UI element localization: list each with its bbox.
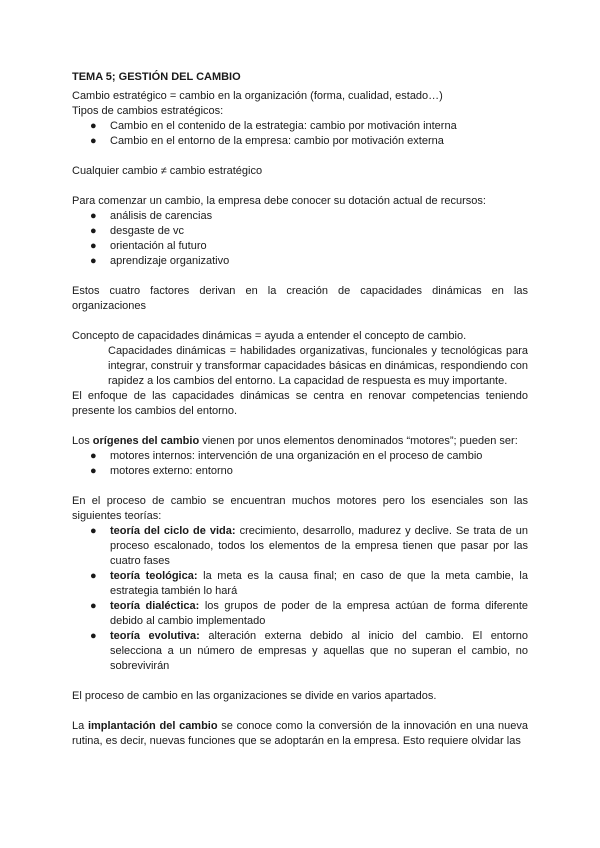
list-item (72, 449, 528, 464)
text-run: vienen por unos elementos denominados “motores”; pueden ser: (199, 435, 518, 447)
spacer (72, 179, 528, 194)
list-item (72, 524, 528, 569)
spacer (72, 479, 528, 494)
bullet-icon: ● (90, 630, 97, 642)
list-teorias (72, 524, 528, 674)
bullet-icon: ● (90, 240, 97, 252)
document-body (72, 70, 528, 749)
bullet-icon: ● (90, 450, 97, 462)
spacer (72, 314, 528, 329)
spacer (72, 674, 528, 689)
spacer (72, 269, 528, 284)
paragraph-origenes (72, 434, 528, 449)
bold-term: teoría evolutiva: (110, 630, 200, 642)
list-item-text: análisis de carencias (110, 210, 213, 222)
bullet-icon: ● (90, 135, 97, 147)
paragraph-recursos-heading: Para comenzar un cambio, la empresa debe conocer su dotación actual de recursos: (72, 195, 486, 207)
bold-term: implantación del cambio (87, 720, 218, 732)
paragraph-capacidades-definicion: Capacidades dinámicas = habilidades organizativas, funcionales y tecnológicas para integrar, construir y transformar capacidades básicas en dinámicas, respondiendo con rapidez a los cambios del entorno. La capacidad de respuesta es muy importante. (108, 345, 528, 387)
list-item (72, 224, 528, 239)
list-item (72, 254, 528, 269)
list-item (72, 629, 528, 674)
paragraph-cuatro-factores: Estos cuatro factores derivan en la creación de capacidades dinámicas en las organizaciones (72, 285, 528, 312)
list-item-text: la meta es la causa final; en caso de que la meta cambie, la estrategia también lo hará (110, 570, 528, 597)
list-item-text: crecimiento, desarrollo, madurez y declive. Se trata de un proceso escalonado, todos los elementos de la empresa tienen que pasar por las cuatro fases (110, 525, 528, 567)
bullet-icon: ● (90, 600, 97, 612)
list-item-text: alteración externa debido al inicio del cambio. El entorno selecciona a un número de empresas y aquellas que no superan el cambio, no sobrevivirán (110, 630, 528, 672)
paragraph-apartados: El proceso de cambio en las organizaciones se divide en varios apartados. (72, 690, 437, 702)
bold-term: teoría del ciclo de vida: (110, 525, 236, 537)
list-item-text: motores externo: entorno (110, 465, 233, 477)
bullet-icon: ● (90, 120, 97, 132)
list-item (72, 209, 528, 224)
bullet-icon: ● (90, 525, 97, 537)
list-item (72, 239, 528, 254)
list-item (72, 119, 528, 134)
paragraph-cualquier-cambio: Cualquier cambio ≠ cambio estratégico (72, 165, 263, 177)
list-item-text: desgaste de vc (110, 225, 184, 237)
list-item-text: Cambio en el contenido de la estrategia: cambio por motivación interna (110, 120, 457, 132)
text-run: se conoce como la conversión de la innovación en una nueva rutina, es decir, nuevas funciones que se adoptarán en la empresa. Esto requiere olvidar las (72, 720, 529, 747)
bullet-icon: ● (90, 225, 97, 237)
list-item (72, 464, 528, 479)
list-item-text: aprendizaje organizativo (110, 255, 230, 267)
bullet-icon: ● (90, 465, 97, 477)
paragraph-proceso-motores: En el proceso de cambio se encuentran muchos motores pero los esenciales son las siguientes teorías: (72, 495, 528, 522)
list-item-text: motores internos: intervención de una organización en el proceso de cambio (110, 450, 483, 462)
text-run: La (72, 720, 88, 732)
spacer (72, 419, 528, 434)
document-title: TEMA 5; GESTIÓN DEL CAMBIO (72, 71, 241, 83)
bold-term: teoría dialéctica: (110, 600, 200, 612)
spacer (72, 704, 528, 719)
paragraph-implantacion (72, 719, 528, 749)
text-run: Los (72, 435, 93, 447)
list-tipos (72, 119, 528, 149)
bullet-icon: ● (90, 570, 97, 582)
list-motores (72, 449, 528, 479)
list-item-text: los grupos de poder de la empresa actúan de forma diferente debido al cambio implementado (110, 600, 528, 627)
paragraph-concepto: Concepto de capacidades dinámicas = ayuda a entender el concepto de cambio. (72, 330, 467, 342)
list-item-text: Cambio en el entorno de la empresa: cambio por motivación externa (110, 135, 444, 147)
list-item-text: orientación al futuro (110, 240, 207, 252)
bold-term: teoría teológica: (110, 570, 198, 582)
list-item (72, 599, 528, 629)
list-item (72, 134, 528, 149)
paragraph-tipos-heading: Tipos de cambios estratégicos: (72, 105, 224, 117)
bold-term: orígenes del cambio (92, 435, 200, 447)
paragraph-cambio-estrategico: Cambio estratégico = cambio en la organización (forma, cualidad, estado…) (72, 90, 443, 102)
bullet-icon: ● (90, 210, 97, 222)
spacer (72, 149, 528, 164)
list-item (72, 569, 528, 599)
list-recursos (72, 209, 528, 269)
bullet-icon: ● (90, 255, 97, 267)
paragraph-enfoque: El enfoque de las capacidades dinámicas se centra en renovar competencias teniendo presente los cambios del entorno. (72, 390, 528, 417)
